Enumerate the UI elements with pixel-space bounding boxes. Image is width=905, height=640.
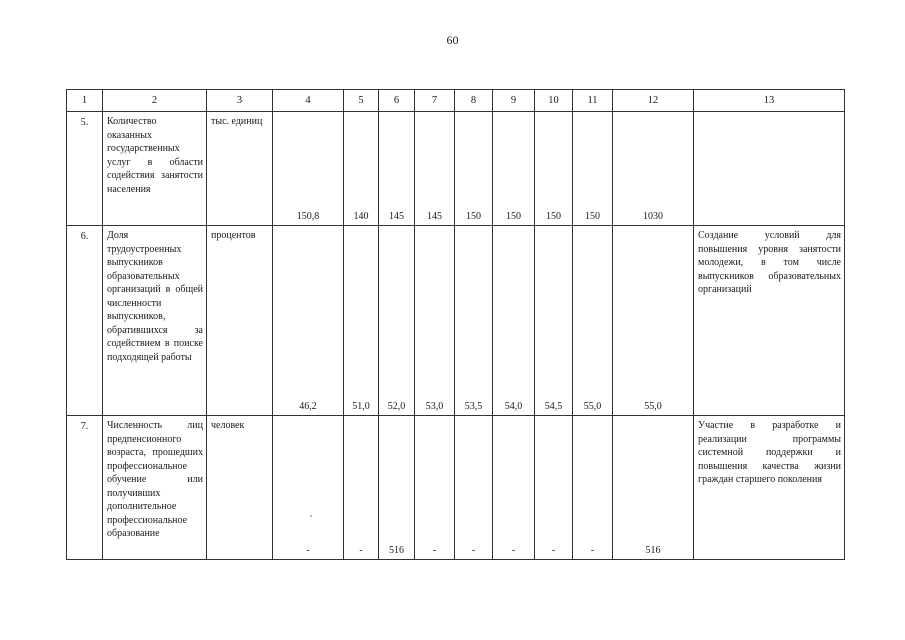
indicator-name: Количество оказанных государственных услуг в области содействия занятости населения	[107, 116, 203, 195]
year-value: 55,0	[583, 400, 602, 412]
row-number: 6.	[80, 231, 89, 242]
year-value: 145	[427, 210, 442, 222]
column-header: 4	[273, 90, 344, 112]
year-value: -	[511, 544, 516, 556]
unit: человек	[211, 420, 245, 431]
year-value: 150	[546, 210, 561, 222]
column-header: 1	[67, 90, 103, 112]
row-number-cell	[67, 416, 103, 560]
year-value: 150	[466, 210, 481, 222]
year-value: 51,0	[352, 400, 370, 412]
page-number: 60	[446, 33, 459, 47]
note: Участие в разработке и реализации программы системной поддержки и повышения качества жизни граждан старшего поколения	[698, 420, 841, 485]
column-header: 9	[493, 90, 535, 112]
year-value: 516	[389, 544, 404, 556]
year-value: 150	[506, 210, 521, 222]
value-cell	[573, 226, 613, 416]
unit-cell	[207, 226, 273, 416]
value-cell	[379, 226, 415, 416]
column-header: 6	[379, 90, 415, 112]
value-cell	[273, 416, 344, 560]
header-row	[67, 90, 845, 112]
column-header: 11	[573, 90, 613, 112]
note-cell	[694, 226, 845, 416]
value-cell	[573, 416, 613, 560]
table-row	[67, 112, 845, 226]
column-header: 8	[455, 90, 493, 112]
value-cell	[379, 416, 415, 560]
year-value: -	[590, 544, 595, 556]
column-header: 12	[613, 90, 694, 112]
year-value: 52,0	[387, 400, 406, 412]
column-header: 3	[207, 90, 273, 112]
year-value: 46,2	[299, 400, 317, 412]
value-cell	[535, 112, 573, 226]
unit: тыс. единиц	[211, 116, 263, 127]
indicator-name: Доля трудоустроенных выпускников образовательных организаций в общей численности выпускников, обратившихся за содействием в поиске подходящей работы	[107, 230, 203, 363]
year-value: 1030	[643, 210, 663, 222]
note-cell	[694, 112, 845, 226]
unit-cell	[207, 416, 273, 560]
year-value: 150,8	[296, 210, 320, 222]
value-cell	[535, 416, 573, 560]
note	[694, 112, 844, 115]
value-cell	[573, 112, 613, 226]
column-header: 2	[103, 90, 207, 112]
year-value: 140	[353, 210, 369, 222]
row-number: 7.	[80, 421, 89, 432]
table-row	[67, 416, 845, 560]
scan-speck	[310, 515, 312, 517]
indicator-name-cell	[103, 416, 207, 560]
year-value: -	[359, 544, 363, 556]
value-cell	[613, 226, 694, 416]
value-cell	[613, 416, 694, 560]
year-value: 150	[585, 210, 600, 222]
value-cell	[455, 112, 493, 226]
value-cell	[493, 226, 535, 416]
year-value: 54,0	[504, 400, 523, 412]
unit-cell	[207, 112, 273, 226]
column-header: 5	[344, 90, 379, 112]
year-value: 145	[389, 210, 404, 222]
year-value: 55,0	[644, 400, 662, 412]
value-cell	[273, 226, 344, 416]
value-cell	[613, 112, 694, 226]
value-cell	[455, 416, 493, 560]
row-number: 5.	[80, 117, 89, 128]
indicators-table	[66, 89, 845, 560]
value-cell	[273, 112, 344, 226]
column-header: 10	[535, 90, 573, 112]
year-value: 54,5	[544, 400, 563, 412]
value-cell	[455, 226, 493, 416]
year-value: 53,0	[425, 400, 444, 412]
value-cell	[344, 226, 379, 416]
value-cell	[344, 112, 379, 226]
value-cell	[415, 226, 455, 416]
row-number-cell	[67, 226, 103, 416]
value-cell	[493, 112, 535, 226]
year-value: -	[306, 544, 310, 556]
year-value: 516	[645, 544, 661, 556]
table-row	[67, 226, 845, 416]
note: Создание условий для повышения уровня занятости молодежи, в том числе выпускников образовательных организаций	[698, 230, 841, 295]
year-value: -	[432, 544, 437, 556]
value-cell	[493, 416, 535, 560]
value-cell	[344, 416, 379, 560]
indicator-name-cell	[103, 112, 207, 226]
indicator-name-cell	[103, 226, 207, 416]
indicator-name: Численность лиц предпенсионного возраста, прошедших профессиональное обучение или получивших дополнительное профессиональное образование	[107, 420, 203, 539]
value-cell	[535, 226, 573, 416]
unit: процентов	[211, 230, 256, 241]
year-value: -	[471, 544, 476, 556]
row-number-cell	[67, 112, 103, 226]
value-cell	[415, 416, 455, 560]
year-value: 53,5	[464, 400, 483, 412]
value-cell	[379, 112, 415, 226]
note-cell	[694, 416, 845, 560]
column-header: 13	[694, 90, 845, 112]
value-cell	[415, 112, 455, 226]
year-value: -	[551, 544, 556, 556]
column-header: 7	[415, 90, 455, 112]
